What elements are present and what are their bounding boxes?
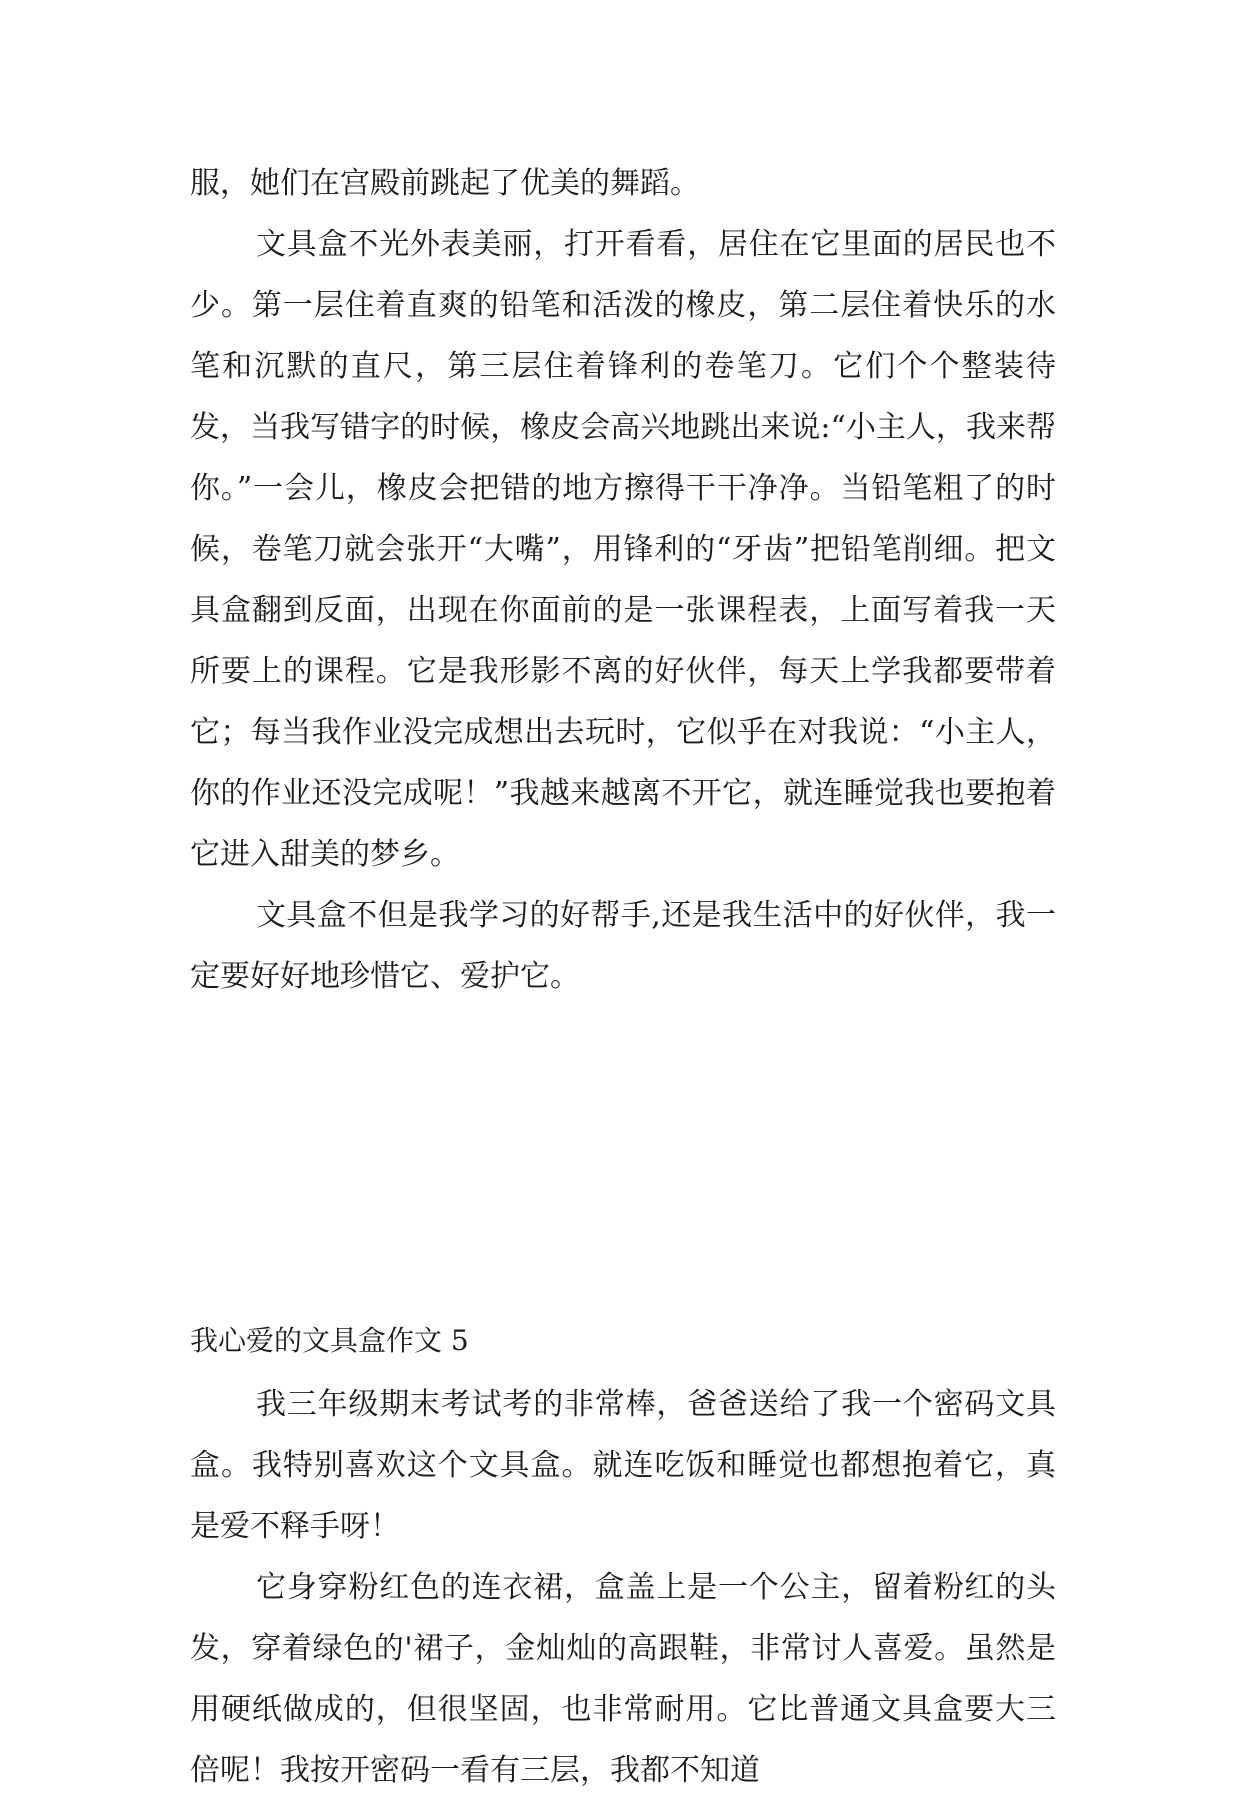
essay-title: 我心爱的文具盒作文 5 <box>190 1324 469 1357</box>
paragraph-stationery-box-inside: 文具盒不光外表美丽，打开看看，居住在它里面的居民也不少。第一层住着直爽的铅笔和活泼的橡皮，第二层住着快乐的水笔和沉默的直尺，第三层住着锋利的卷笔刀。它们个个整装待发，当我写错字的时候，橡皮会高兴地跳出来说:“小主人，我来帮你。”一会儿，橡皮会把错的地方擦得干干净净。当铅笔粗了的时候，卷笔刀就会张开“大嘴”，用锋利的“牙齿”把铅笔削细。把文具盒翻到反面，出现在你面前的是一张课程表，上面写着我一天所要上的课程。它是我形影不离的好伙伴，每天上学我都要带着它；每当我作业没完成想出去玩时，它似乎在对我说：“小主人，你的作业还没完成呢！”我越来越离不开它，就连睡觉我也要抱着它进入甜美的梦乡。 <box>190 227 1056 872</box>
essay-4-ending <box>190 153 1056 1007</box>
paragraph-continuation: 服，她们在宫殿前跳起了优美的舞蹈。 <box>190 166 700 201</box>
essay-5-body <box>190 1374 1056 1801</box>
essay-5-heading-block <box>190 1310 1056 1371</box>
paragraph-gift: 我三年级期末考试考的非常棒，爸爸送给了我一个密码文具盒。我特别喜欢这个文具盒。就连吃饭和睡觉也都想抱着它，真是爱不释手呀！ <box>190 1387 1056 1544</box>
paragraph-conclusion: 文具盒不但是我学习的好帮手,还是我生活中的好伙伴，我一定要好好地珍惜它、爱护它。 <box>190 898 1056 994</box>
paragraph-appearance: 它身穿粉红色的连衣裙，盒盖上是一个公主，留着粉红的头发，穿着绿色的'裙子，金灿灿的高跟鞋，非常讨人喜爱。虽然是用硬纸做成的，但很坚固，也非常耐用。它比普通文具盒要大三倍呢！我按开密码一看有三层，我都不知道 <box>190 1570 1056 1788</box>
